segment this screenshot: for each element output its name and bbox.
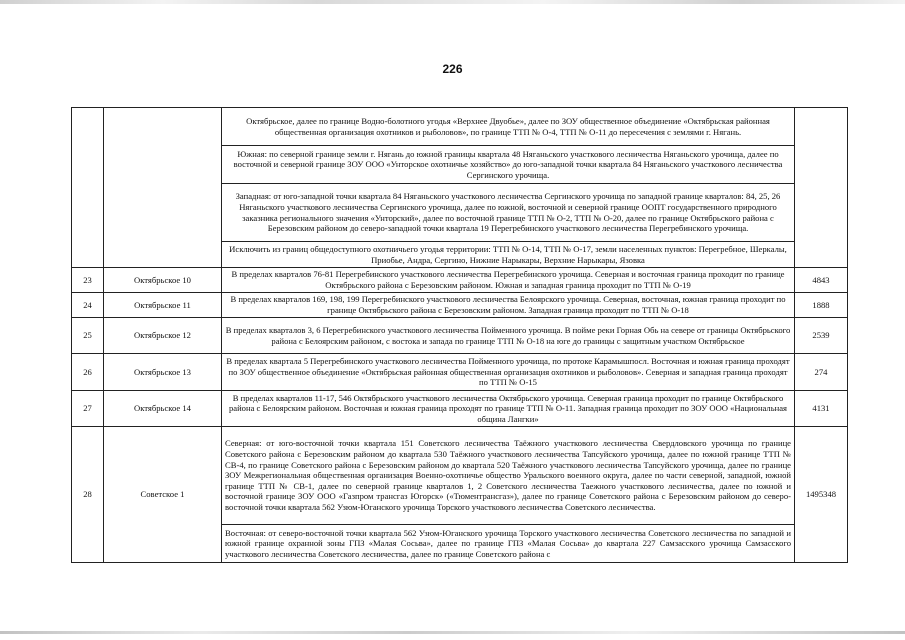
table-cell-name: Октябрьское 12 (104, 318, 222, 354)
table-cell-num: 23 (72, 268, 104, 293)
table-cell-num: 28 (72, 427, 104, 563)
table-cell-desc: В пределах кварталов 76-81 Перегребинского участкового лесничества Перегребинского урочища. Северная и восточная граница проходит по границе Октябрьского района с Березовским районом. Южная и западная граница проходит по ТТП № О-19 (222, 268, 795, 293)
table-cell-name: Октябрьское 13 (104, 354, 222, 391)
table-cell-desc: В пределах квартала 5 Перегребинского участкового лесничества Пойменного урочища, по протоке Карамышпосл. Восточная и южная граница проходят по ЗОУ общественное объединение «Октябрьская районная общественная организация охотников и рыболовов». Северная и западная граница проходят по ТТП № О-15 (222, 354, 795, 391)
table-cell-name: Октябрьское 10 (104, 268, 222, 293)
table-row (72, 318, 848, 354)
table-cell-desc: Западная: от юго-западной точки квартала 84 Няганьского участкового лесничества Сергинского урочища по западной границе кварталов: 84, 25, 26 Няганьского участкового лесничества Сергинского урочища, далее по южной, восточной и северной границе ООПТ государственного природного заказника регионального значения «Унторский», далее по восточной границе ТТП № О-2, ТТП № О-20, далее по границе Октябрьского района с Березовским районом до северо-западной точки квартала 19 Перегребинского участкового лесничества Перегребинского урочища. (222, 184, 795, 242)
table-cell-name (104, 108, 222, 268)
boundaries-table (71, 107, 848, 563)
table-cell-area: 4843 (795, 268, 848, 293)
scan-edge-bottom (0, 631, 905, 634)
table-cell-num (72, 108, 104, 268)
table-cell-desc: В пределах кварталов 169, 198, 199 Перегребинского участкового лесничества Белоярского урочища. Северная, восточная, южная граница проходит по границе Октябрьского района с Березовским районом. Западная граница проходит по ТТП № О-18 (222, 293, 795, 318)
table-row (72, 391, 848, 427)
table-row (72, 427, 848, 525)
table-cell-area: 2539 (795, 318, 848, 354)
table-row (72, 354, 848, 391)
table-cell-num: 25 (72, 318, 104, 354)
table-cell-desc: Северная: от юго-восточной точки квартала 151 Советского лесничества Таёжного участкового лесничества Свердловского урочища по границе Советского района с Березовским районом до квартала 530 Таёжного участкового лесничества Тапсуйского урочища, далее по южной границе ТТП № СВ-4, по границе Советского района с Березовским районом до квартала 520 Таёжного участкового лесничества Тапсуйского урочища, далее по границе ЗОУ Межрегиональная общественная организация Военно-охотничье общество Уральского военного округа, далее по части северной, западной, южной границе ТТП № СВ-1, далее по северной границе кварталов 1, 2 Советского лесничества Таежного участкового лесничества, далее по южной и восточной границе ЗОУ ООО «Газпром трансгаз Югорск» («Тюментрансгаз»), далее по границе Советского района с Березовским районом до северо-восточной точки квартала 562 Узюм-Юганского урочища Торского участкового лесничества Советского лесничества. (222, 427, 795, 525)
table-row (72, 268, 848, 293)
table-cell-desc: В пределах кварталов 3, 6 Перегребинского участкового лесничества Пойменного урочища. В пойме реки Горная Обь на севере от границы Октябрьского района с Белоярским районом, с востока и запада по границе ТТП № О-18 на юге до границы с защитным участком Октябрьское (222, 318, 795, 354)
scan-edge-top (0, 0, 905, 4)
table-cell-num: 26 (72, 354, 104, 391)
page-number: 226 (442, 62, 463, 76)
table-row (72, 293, 848, 318)
table-cell-desc: В пределах кварталов 11-17, 546 Октябрьского участкового лесничества Октябрьского урочища. Северная граница проходит по границе Октябрьского района с Белоярским районом. Восточная и южная граница проходят по границе ТТП № О-11. Западная граница проходит по ЗОУ ООО «Национальная община Лангки» (222, 391, 795, 427)
table-cell-num: 24 (72, 293, 104, 318)
table-cell-area: 1495348 (795, 427, 848, 563)
table-cell-area: 1888 (795, 293, 848, 318)
table-cell-area: 274 (795, 354, 848, 391)
table-cell-area: 4131 (795, 391, 848, 427)
table-cell-name: Октябрьское 14 (104, 391, 222, 427)
table-cell-name: Советское 1 (104, 427, 222, 563)
table-cell-name: Октябрьское 11 (104, 293, 222, 318)
table-cell-desc: Исключить из границ общедоступного охотничьего угодья территории: ТТП № О-14, ТТП № О-17, земли населенных пунктов: Перегребное, Шеркалы, Приобье, Андра, Сергино, Нижние Нарыкары, Верхние Нарыкары, Язовка (222, 242, 795, 268)
table-cell-area (795, 108, 848, 268)
table-row (72, 108, 848, 146)
table-cell-desc: Восточная: от северо-восточной точки квартала 562 Узюм-Юганского урочища Торского участкового лесничества Советского лесничества по западной и южной границе охранной зоны ГПЗ «Малая Сосьва», далее по границе ГПЗ «Малая Сосьва» до квартала 227 Самзасского урочища Самзасского участкового лесничества Советского лесничества, далее по границе Советского района с (222, 525, 795, 563)
table-cell-desc: Октябрьское, далее по границе Водно-болотного угодья «Верхнее Двуобье», далее по ЗОУ общественное объединение «Октябрьская районная общественная организация охотников и рыболовов», по границе ТТП № О-4, ТТП № О-11 до пересечения с землями г. Нягань. (222, 108, 795, 146)
table-cell-desc: Южная: по северной границе земли г. Нягань до южной границы квартала 48 Няганьского участкового лесничества Няганьского урочища, далее по восточной и северной границе ЗОУ ООО «Унторское охотничье хозяйство» до юго-западной точки квартала 84 Няганьского участкового лесничества Сергинского урочища. (222, 146, 795, 184)
table-cell-num: 27 (72, 391, 104, 427)
